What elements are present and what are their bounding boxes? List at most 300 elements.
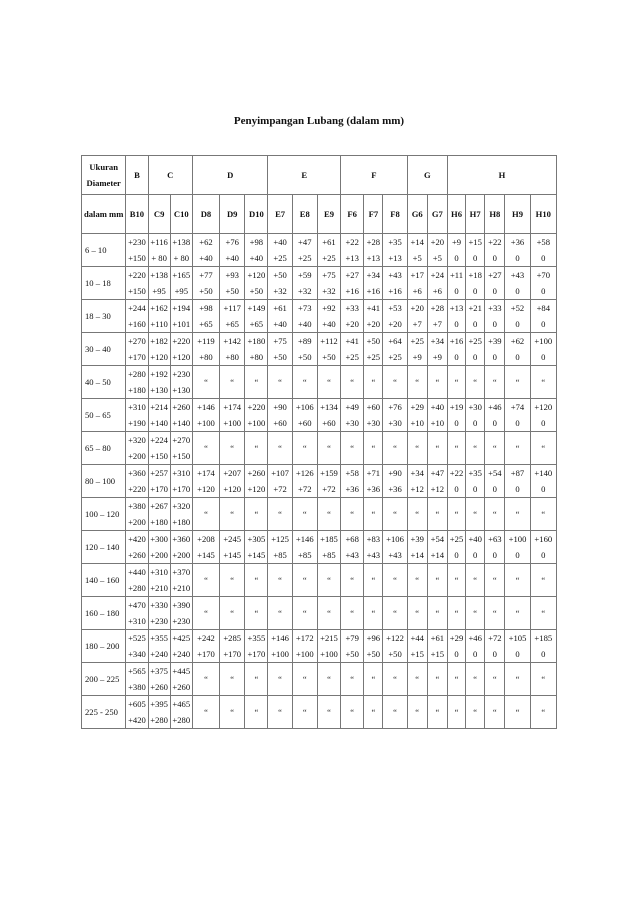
deviation-cell — [466, 531, 485, 564]
ditto-mark: “ — [302, 608, 307, 618]
deviation-cell — [341, 564, 364, 597]
column-header-g6: G6 — [407, 195, 427, 234]
lower-deviation: +65 — [225, 319, 239, 329]
ditto-mark: “ — [415, 377, 420, 387]
lower-deviation: +16 — [388, 286, 402, 296]
ditto-mark: “ — [492, 377, 497, 387]
size-range: 140 – 160 — [82, 564, 126, 597]
deviation-cell — [530, 432, 556, 465]
upper-deviation: +24 — [430, 270, 445, 280]
lower-deviation: +50 — [225, 286, 239, 296]
lower-deviation: +140 — [172, 418, 191, 428]
deviation-cell — [530, 234, 556, 267]
upper-deviation: +257 — [150, 468, 168, 478]
lower-deviation: 0 — [515, 286, 520, 296]
deviation-cell — [148, 696, 170, 729]
table-row — [82, 333, 557, 366]
lower-deviation: +95 — [152, 286, 166, 296]
ditto-mark: “ — [435, 608, 440, 618]
lower-deviation: 0 — [541, 550, 546, 560]
deviation-cell — [383, 597, 407, 630]
deviation-cell — [530, 630, 556, 663]
ditto-mark: “ — [473, 608, 478, 618]
deviation-cell — [126, 531, 148, 564]
lower-deviation: 0 — [492, 352, 497, 362]
lower-deviation: +101 — [172, 319, 191, 329]
ditto-mark: “ — [393, 608, 397, 618]
deviation-cell — [341, 630, 364, 663]
lower-deviation: +30 — [388, 418, 402, 428]
lower-deviation: +170 — [128, 352, 146, 362]
lower-deviation: 0 — [492, 319, 497, 329]
lower-deviation: +85 — [273, 550, 287, 560]
deviation-cell — [447, 432, 465, 465]
deviation-cell — [427, 498, 447, 531]
deviation-cell — [466, 366, 485, 399]
lower-deviation: +210 — [172, 583, 191, 593]
table-row — [82, 630, 557, 663]
deviation-cell — [341, 663, 364, 696]
deviation-cell — [447, 333, 465, 366]
upper-deviation: +22 — [488, 237, 502, 247]
upper-deviation: +53 — [388, 303, 402, 313]
deviation-cell — [220, 300, 245, 333]
ditto-mark: “ — [393, 674, 397, 684]
deviation-cell — [292, 234, 317, 267]
upper-deviation: +149 — [247, 303, 266, 313]
ditto-mark: “ — [435, 377, 440, 387]
upper-deviation: +146 — [197, 402, 215, 412]
tolerance-table — [81, 155, 557, 729]
lower-deviation: +72 — [298, 484, 312, 494]
upper-deviation: +47 — [430, 468, 445, 478]
ditto-mark: “ — [254, 674, 259, 684]
ditto-mark: “ — [454, 509, 459, 519]
column-header-h10: H10 — [530, 195, 556, 234]
deviation-cell — [466, 267, 485, 300]
lower-deviation: +10 — [410, 418, 424, 428]
ditto-mark: “ — [454, 608, 459, 618]
lower-deviation: +50 — [298, 352, 312, 362]
table-row — [82, 366, 557, 399]
upper-deviation: +310 — [172, 468, 191, 478]
deviation-cell — [245, 234, 268, 267]
lower-deviation: +230 — [172, 616, 191, 626]
lower-deviation: 0 — [492, 550, 497, 560]
ditto-mark: “ — [515, 707, 520, 717]
deviation-cell — [192, 234, 219, 267]
ditto-mark: “ — [278, 707, 282, 717]
ditto-mark: “ — [327, 575, 331, 585]
upper-deviation: +25 — [449, 534, 464, 544]
deviation-cell — [485, 696, 505, 729]
lower-deviation: +25 — [366, 352, 381, 362]
lower-deviation: +72 — [273, 484, 287, 494]
size-range: 50 – 65 — [82, 399, 126, 432]
ditto-mark: “ — [473, 575, 478, 585]
lower-deviation: 0 — [473, 253, 478, 263]
ditto-mark: “ — [302, 575, 307, 585]
deviation-cell — [530, 696, 556, 729]
deviation-cell — [364, 564, 383, 597]
lower-deviation: +80 — [249, 352, 264, 362]
deviation-cell — [192, 366, 219, 399]
deviation-cell — [126, 465, 148, 498]
deviation-cell — [364, 366, 383, 399]
deviation-cell — [427, 465, 447, 498]
deviation-cell — [530, 564, 556, 597]
deviation-cell — [364, 663, 383, 696]
ditto-mark: “ — [541, 443, 546, 453]
upper-deviation: +207 — [223, 468, 242, 478]
deviation-cell — [317, 498, 340, 531]
deviation-cell — [427, 267, 447, 300]
column-header-h9: H9 — [505, 195, 530, 234]
column-header-d10: D10 — [245, 195, 268, 234]
deviation-cell — [148, 564, 170, 597]
lower-deviation: +50 — [345, 649, 359, 659]
deviation-cell — [427, 663, 447, 696]
deviation-cell — [466, 465, 485, 498]
deviation-cell — [466, 333, 485, 366]
deviation-cell — [407, 531, 427, 564]
ditto-mark: “ — [204, 509, 208, 519]
ditto-mark: “ — [204, 707, 208, 717]
column-header-e8: E8 — [292, 195, 317, 234]
upper-deviation: +224 — [150, 435, 168, 445]
deviation-cell — [292, 663, 317, 696]
upper-deviation: +25 — [468, 336, 482, 346]
deviation-cell — [170, 663, 192, 696]
lower-deviation: +100 — [295, 649, 314, 659]
size-range: 6 – 10 — [82, 234, 126, 267]
deviation-cell — [447, 564, 465, 597]
ditto-mark: “ — [541, 377, 546, 387]
lower-deviation: +200 — [150, 550, 168, 560]
deviation-cell — [485, 300, 505, 333]
upper-deviation: +100 — [534, 336, 553, 346]
deviation-cell — [447, 465, 465, 498]
ditto-mark: “ — [254, 377, 259, 387]
column-header-d8: D8 — [192, 195, 219, 234]
lower-deviation: +14 — [410, 550, 424, 560]
deviation-cell — [427, 630, 447, 663]
ditto-mark: “ — [492, 443, 497, 453]
lower-deviation: +50 — [273, 352, 287, 362]
deviation-cell — [317, 597, 340, 630]
deviation-cell — [364, 267, 383, 300]
deviation-cell — [126, 300, 148, 333]
lower-deviation: +65 — [249, 319, 264, 329]
upper-deviation: +40 — [430, 402, 445, 412]
ditto-mark: “ — [327, 377, 331, 387]
lower-deviation: +380 — [128, 682, 146, 692]
lower-deviation: +10 — [430, 418, 445, 428]
lower-deviation: +310 — [128, 616, 146, 626]
lower-deviation: +40 — [322, 319, 336, 329]
deviation-cell — [148, 531, 170, 564]
upper-deviation: +360 — [128, 468, 146, 478]
ditto-mark: “ — [350, 575, 355, 585]
deviation-cell — [505, 234, 530, 267]
deviation-cell — [505, 663, 530, 696]
ditto-mark: “ — [541, 509, 546, 519]
lower-deviation: +210 — [150, 583, 168, 593]
deviation-cell — [383, 432, 407, 465]
size-range: 30 – 40 — [82, 333, 126, 366]
lower-deviation: 0 — [473, 319, 478, 329]
lower-deviation: 0 — [515, 253, 520, 263]
lower-deviation: +230 — [150, 616, 168, 626]
lower-deviation: +200 — [128, 451, 146, 461]
lower-deviation: 0 — [473, 484, 478, 494]
upper-deviation: +162 — [150, 303, 168, 313]
deviation-cell — [170, 564, 192, 597]
ditto-mark: “ — [415, 509, 420, 519]
upper-deviation: +29 — [449, 633, 464, 643]
deviation-cell — [447, 366, 465, 399]
deviation-cell — [317, 366, 340, 399]
upper-deviation: +43 — [510, 270, 525, 280]
upper-deviation: +440 — [128, 567, 146, 577]
ditto-mark: “ — [473, 707, 478, 717]
upper-deviation: +64 — [388, 336, 402, 346]
upper-deviation: +36 — [510, 237, 525, 247]
upper-deviation: +465 — [172, 699, 191, 709]
ditto-mark: “ — [278, 575, 282, 585]
deviation-cell — [317, 234, 340, 267]
deviation-cell — [485, 465, 505, 498]
deviation-cell — [170, 465, 192, 498]
upper-deviation: +267 — [150, 501, 168, 511]
deviation-cell — [530, 663, 556, 696]
deviation-cell — [292, 267, 317, 300]
upper-deviation: +11 — [449, 270, 464, 280]
ditto-mark: “ — [515, 509, 520, 519]
upper-deviation: +35 — [468, 468, 482, 478]
deviation-cell — [447, 663, 465, 696]
deviation-cell — [268, 333, 292, 366]
deviation-cell — [292, 564, 317, 597]
deviation-cell — [407, 564, 427, 597]
deviation-cell — [427, 696, 447, 729]
lower-deviation: +50 — [322, 352, 336, 362]
deviation-cell — [341, 432, 364, 465]
upper-deviation: +260 — [172, 402, 191, 412]
deviation-cell — [407, 630, 427, 663]
deviation-cell — [364, 399, 383, 432]
ditto-mark: “ — [350, 608, 355, 618]
ditto-mark: “ — [302, 377, 307, 387]
upper-deviation: +174 — [223, 402, 242, 412]
deviation-cell — [192, 333, 219, 366]
upper-deviation: +44 — [410, 633, 424, 643]
ditto-mark: “ — [230, 377, 235, 387]
lower-deviation: +180 — [150, 517, 168, 527]
size-range: 120 – 140 — [82, 531, 126, 564]
upper-deviation: +50 — [366, 336, 381, 346]
ditto-mark: “ — [327, 707, 331, 717]
upper-deviation: +52 — [510, 303, 525, 313]
deviation-cell — [364, 234, 383, 267]
deviation-cell — [220, 498, 245, 531]
upper-deviation: +320 — [172, 501, 191, 511]
upper-deviation: +116 — [150, 237, 168, 247]
ditto-mark: “ — [492, 674, 497, 684]
lower-deviation: +30 — [366, 418, 381, 428]
lower-deviation: 0 — [473, 649, 478, 659]
deviation-cell — [317, 432, 340, 465]
deviation-cell — [317, 267, 340, 300]
deviation-cell — [427, 564, 447, 597]
ditto-mark: “ — [254, 509, 259, 519]
lower-deviation: 0 — [473, 550, 478, 560]
deviation-cell — [447, 597, 465, 630]
deviation-cell — [341, 531, 364, 564]
ditto-mark: “ — [204, 377, 208, 387]
ditto-mark: “ — [415, 674, 420, 684]
lower-deviation: +240 — [172, 649, 191, 659]
lower-deviation: +43 — [388, 550, 402, 560]
deviation-cell — [341, 366, 364, 399]
deviation-cell — [245, 663, 268, 696]
deviation-cell — [192, 465, 219, 498]
ditto-mark: “ — [393, 377, 397, 387]
deviation-cell — [530, 498, 556, 531]
deviation-cell — [192, 300, 219, 333]
ditto-mark: “ — [230, 575, 235, 585]
lower-deviation: +260 — [172, 682, 191, 692]
upper-deviation: +375 — [150, 666, 168, 676]
lower-deviation: +6 — [432, 286, 442, 296]
upper-deviation: +605 — [128, 699, 146, 709]
lower-deviation: + 80 — [151, 253, 167, 263]
lower-deviation: +15 — [410, 649, 424, 659]
upper-deviation: +28 — [366, 237, 381, 247]
deviation-cell — [126, 234, 148, 267]
ditto-mark: “ — [541, 674, 546, 684]
deviation-cell — [220, 366, 245, 399]
upper-deviation: +74 — [510, 402, 525, 412]
upper-deviation: +98 — [199, 303, 213, 313]
header-unit-label: dalam mm — [82, 195, 126, 234]
upper-deviation: +61 — [273, 303, 287, 313]
deviation-cell — [192, 564, 219, 597]
deviation-cell — [292, 696, 317, 729]
lower-deviation: +40 — [225, 253, 239, 263]
page-title: Penyimpangan Lubang (dalam mm) — [233, 115, 405, 127]
ditto-mark: “ — [371, 509, 376, 519]
lower-deviation: +180 — [172, 517, 191, 527]
upper-deviation: +61 — [322, 237, 336, 247]
deviation-cell — [407, 597, 427, 630]
ditto-mark: “ — [254, 443, 259, 453]
deviation-cell — [220, 564, 245, 597]
upper-deviation: +27 — [488, 270, 502, 280]
upper-deviation: +185 — [320, 534, 338, 544]
deviation-cell — [170, 630, 192, 663]
lower-deviation: +120 — [197, 484, 215, 494]
lower-deviation: +85 — [298, 550, 312, 560]
lower-deviation: +20 — [345, 319, 359, 329]
upper-deviation: +49 — [345, 402, 359, 412]
lower-deviation: + 80 — [173, 253, 190, 263]
deviation-cell — [245, 267, 268, 300]
deviation-cell — [245, 432, 268, 465]
upper-deviation: +160 — [534, 534, 553, 544]
deviation-cell — [364, 300, 383, 333]
deviation-cell — [485, 564, 505, 597]
upper-deviation: +280 — [128, 369, 146, 379]
deviation-cell — [317, 300, 340, 333]
upper-deviation: +192 — [150, 369, 168, 379]
ditto-mark: “ — [435, 674, 440, 684]
size-range: 40 – 50 — [82, 366, 126, 399]
lower-deviation: +12 — [410, 484, 424, 494]
ditto-mark: “ — [492, 575, 497, 585]
upper-deviation: +60 — [366, 402, 381, 412]
lower-deviation: 0 — [515, 418, 520, 428]
deviation-cell — [466, 663, 485, 696]
deviation-cell — [505, 465, 530, 498]
lower-deviation: +100 — [271, 649, 289, 659]
deviation-cell — [407, 366, 427, 399]
upper-deviation: +33 — [345, 303, 359, 313]
deviation-cell — [383, 564, 407, 597]
size-range: 80 – 100 — [82, 465, 126, 498]
upper-deviation: +390 — [172, 600, 191, 610]
deviation-cell — [170, 333, 192, 366]
deviation-cell — [466, 432, 485, 465]
lower-deviation: +120 — [172, 352, 191, 362]
upper-deviation: +63 — [488, 534, 502, 544]
upper-deviation: +565 — [128, 666, 146, 676]
deviation-cell — [505, 399, 530, 432]
lower-deviation: +95 — [174, 286, 189, 296]
upper-deviation: +119 — [197, 336, 215, 346]
lower-deviation: +7 — [412, 319, 422, 329]
size-range: 65 – 80 — [82, 432, 126, 465]
deviation-cell — [364, 432, 383, 465]
upper-deviation: +220 — [172, 336, 191, 346]
column-header-f8: F8 — [383, 195, 407, 234]
ditto-mark: “ — [371, 377, 376, 387]
deviation-cell — [427, 597, 447, 630]
deviation-cell — [364, 465, 383, 498]
upper-deviation: +33 — [488, 303, 502, 313]
deviation-cell — [268, 234, 292, 267]
deviation-cell — [126, 267, 148, 300]
lower-deviation: +40 — [199, 253, 213, 263]
ditto-mark: “ — [393, 509, 397, 519]
lower-deviation: +13 — [366, 253, 381, 263]
ditto-mark: “ — [371, 575, 376, 585]
ditto-mark: “ — [327, 509, 331, 519]
deviation-cell — [245, 366, 268, 399]
lower-deviation: +60 — [298, 418, 312, 428]
deviation-cell — [317, 564, 340, 597]
deviation-cell — [245, 465, 268, 498]
deviation-cell — [292, 333, 317, 366]
deviation-cell — [317, 399, 340, 432]
lower-deviation: +30 — [345, 418, 359, 428]
lower-deviation: 0 — [454, 484, 459, 494]
deviation-cell — [505, 267, 530, 300]
deviation-cell — [407, 333, 427, 366]
deviation-cell — [220, 531, 245, 564]
deviation-cell — [245, 696, 268, 729]
lower-deviation: 0 — [454, 418, 459, 428]
